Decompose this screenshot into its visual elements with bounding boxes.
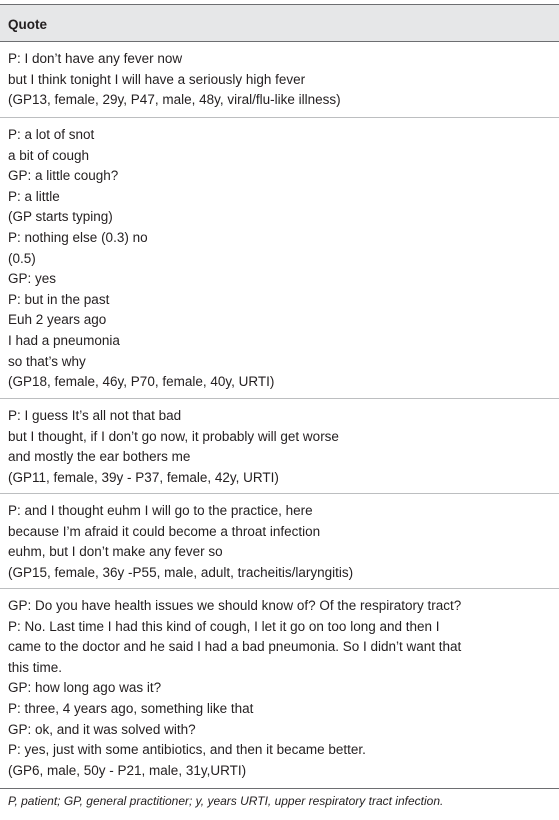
quote-line: GP: yes xyxy=(8,271,57,287)
table-row xyxy=(0,589,559,789)
table-footnote: P, patient; GP, general practitioner; y, years URTI, upper respiratory tract infection. xyxy=(8,794,444,808)
column-header-quote: Quote xyxy=(8,17,47,32)
quote-line: this time. xyxy=(8,659,63,675)
quote-line: a bit of cough xyxy=(8,147,90,163)
quote-line: (GP18, female, 46y, P70, female, 40y, URTI) xyxy=(8,374,275,390)
quote-line: came to the doctor and he said I had a bad pneumonia. So I didn’t want that xyxy=(8,639,462,655)
table-row xyxy=(0,399,559,494)
table-header xyxy=(0,5,559,41)
quote-line: P: and I thought euhm I will go to the practice, here xyxy=(8,503,313,518)
quote-line: P: three, 4 years ago, something like that xyxy=(8,700,254,716)
quote-line: P: I guess It’s all not that bad xyxy=(8,408,182,423)
quote-line: P: No. Last time I had this kind of cough, I let it go on too long and then I xyxy=(8,618,440,634)
quote-line: P: I don’t have any fever now xyxy=(8,51,183,66)
quote-line: (GP6, male, 50y - P21, male, 31y,URTI) xyxy=(8,762,247,778)
quote-line: GP: a little cough? xyxy=(8,168,119,184)
quote-line: I had a pneumonia xyxy=(8,332,120,348)
quote-line: euhm, but I don’t make any fever so xyxy=(8,544,223,560)
quote-line: GP: ok, and it was solved with? xyxy=(8,721,196,737)
quote-line: P: yes, just with some antibiotics, and then it became better. xyxy=(8,742,366,758)
quote-line: (0.5) xyxy=(8,250,36,266)
table-row xyxy=(0,494,559,589)
quote-line: (GP13, female, 29y, P47, male, 48y, viral/flu-like illness) xyxy=(8,92,341,108)
quote-line: Euh 2 years ago xyxy=(8,312,107,328)
quote-line: (GP starts typing) xyxy=(8,209,113,225)
quote-line: (GP11, female, 39y - P37, female, 42y, URTI) xyxy=(8,469,279,485)
quote-line: P: a little xyxy=(8,188,60,204)
table-row xyxy=(0,118,559,399)
quote-line: P: nothing else (0.3) no xyxy=(8,229,148,245)
quote-line: but I thought, if I don’t go now, it probably will get worse xyxy=(8,428,339,444)
quote-line: GP: Do you have health issues we should know of? Of the respiratory tract? xyxy=(8,598,462,613)
table-body xyxy=(0,42,559,789)
quote-line: so that’s why xyxy=(8,353,86,369)
quote-line: P: a lot of snot xyxy=(8,127,95,142)
quote-line: P: but in the past xyxy=(8,291,110,307)
quote-line: because I’m afraid it could become a throat infection xyxy=(8,523,321,539)
table-row xyxy=(0,42,559,118)
quote-line: (GP15, female, 36y -P55, male, adult, tracheitis/laryngitis) xyxy=(8,564,354,580)
quote-line: GP: how long ago was it? xyxy=(8,680,162,696)
quote-line: but I think tonight I will have a seriously high fever xyxy=(8,71,306,87)
quote-line: and mostly the ear bothers me xyxy=(8,449,191,465)
